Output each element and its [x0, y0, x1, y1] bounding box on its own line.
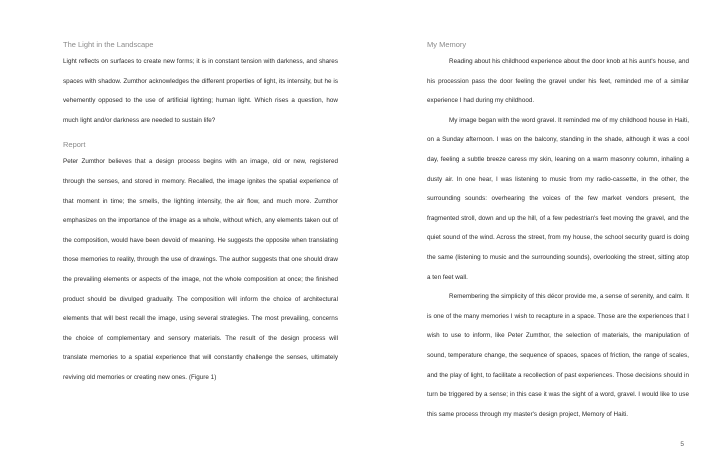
paragraph-memory-1: Reading about his childhood experience about the door knob at his aunt's house, and his procession pass the door feeling the gravel under his feet, reminded me of a similar experience I had during my childhood. — [427, 58, 689, 105]
paragraph-memory-3: Remembering the simplicity of this décor provide me, a sense of serenity, and calm. It is one of the many memories I wish to recapture in a space. Those are the experiences that I wish to use to inform, like Peter Zumthor, the selection of materials, the manipulation of sound, temperature change, the sequence of spaces, spaces of friction, the range of scales, and the play of light, to facilitate a recollection of past experiences. Those decisions should in turn be triggered by a sense; in this case it was the sight of a word, gravel. I would like to use this same process through my master's design project, Memory of Haiti. — [427, 293, 689, 418]
paragraph-report: Peter Zumthor believes that a design process begins with an image, old or new, registered through the senses, and stored in memory. Recalled, the image ignites the spatial experience of that moment in time; the smells, the lighting intensity, the air flow, and much more. Zumthor emphasizes on the importance of the image as a whole, without which, any elements taken out of the composition, would have been devoid of meaning. He suggests the opposite when translating those memories to reality, through the use of drawings. The author suggests that one should draw the prevailing elements or aspects of the image, not the whole composition at once; the finished product should be divulged gradually. The composition will inform the choice of architectural elements that will best recall the image, using several strategies. The most prevailing, concerns the choice of complementary and sensory materials. The result of the design process will translate memories to a spatial experience that will constantly challenge the senses, ultimately reviving old memories or creating new ones. (Figure 1) — [63, 158, 338, 381]
page-number: 5 — [680, 441, 684, 448]
right-column — [427, 38, 689, 424]
section-gap — [63, 130, 338, 138]
section-heading-report: Report — [63, 140, 86, 150]
section-heading-light: The Light in the Landscape — [63, 40, 154, 49]
section-heading-memory: My Memory — [427, 40, 467, 49]
left-column — [63, 38, 338, 388]
paragraph-light: Light reflects on surfaces to create new forms; it is in constant tension with darkness, and shares spaces with shadow. Zumthor acknowledges the different properties of light, its intensity, but he is vehemently opposed to the use of artificial lighting; human light. Which rises a question, how much light and/or darkness are needed to sustain life? — [63, 58, 338, 124]
paragraph-memory-2: My image began with the word gravel. It reminded me of my childhood house in Haiti, on a Sunday afternoon. I was on the balcony, standing in the shade, although it was a cool day, feeling a subtle breeze caress my skin, leaning on a warm masonry column, inhaling a dusty air. In one hear, I was listening to music from my radio-cassette, in the other, the surrounding sounds: overhearing the voices of the few market vendors present, the fragmented stroll, down and up the hill, of a few pedestrian's feet moving the gravel, and the quiet sound of the wind. Across the street, from my house, the school security guard is doing the same (listening to music and the surrounding sounds), overlooking the street, sitting atop a ten feet wall. — [427, 116, 689, 281]
